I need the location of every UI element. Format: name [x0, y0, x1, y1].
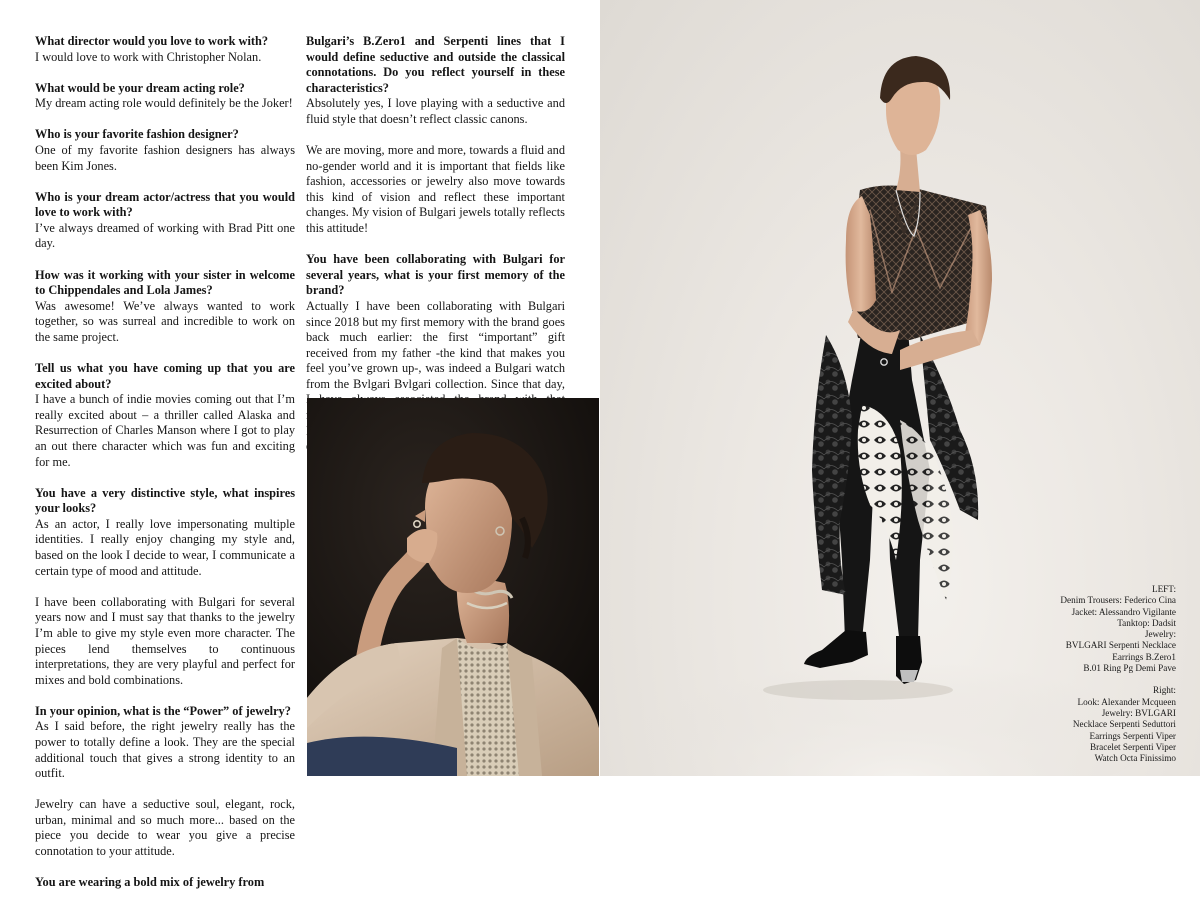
question: Who is your dream actor/actress that you would love to work with?: [35, 189, 295, 220]
left-page: [0, 0, 600, 890]
credit-line: Right:: [1153, 685, 1176, 696]
credits-left: [976, 584, 1176, 674]
credit-line: B.01 Ring Pg Demi Pave: [1083, 663, 1176, 674]
qa-block: [35, 875, 295, 891]
qa-block: [35, 704, 295, 860]
qa-block: [35, 190, 295, 252]
qa-block: [35, 486, 295, 689]
answer-paragraph: I would love to work with Christopher Nolan.: [35, 49, 262, 64]
answer-paragraph: Was awesome! We’ve always wanted to work together, so was surreal and incredible to work on the same project.: [35, 298, 295, 344]
answer-paragraph: My dream acting role would definitely be the Joker!: [35, 96, 293, 111]
credit-line: Watch Octa Finissimo: [1094, 753, 1176, 764]
qa-block: [35, 361, 295, 470]
question: In your opinion, what is the “Power” of jewelry?: [35, 703, 291, 718]
question: Tell us what you have coming up that you are excited about?: [35, 361, 295, 391]
question: You are wearing a bold mix of jewelry from: [35, 875, 265, 890]
portrait-photo: [307, 398, 599, 776]
answer-paragraph: I’ve always dreamed of working with Brad Pitt one day.: [35, 220, 295, 251]
answer-paragraph: One of my favorite fashion designers has always been Kim Jones.: [35, 142, 295, 173]
qa-block: [35, 127, 295, 174]
answer-paragraph: Actually I have been collaborating with Bulgari since 2018 but my first memory with the brand goes back much earlier: the first “important” gift received from my father -the kind that makes you feel you’ve grown up-, was indeed a Bulgari watch from the Bvlgari Bvlgari collection. Since that day,: [306, 298, 565, 391]
credit-line: Tanktop: Dadsit: [1117, 617, 1176, 628]
qa-block: [35, 268, 295, 346]
credits-spacer: [976, 674, 1176, 685]
credit-line: Jewelry: BVLGARI: [1101, 707, 1176, 718]
credit-line: Denim Trousers: Federico Cina: [1060, 595, 1176, 606]
answer-paragraph: We are moving, more and more, towards a fluid and no-gender world and it is important that fields like fashion, accessories or jewelry also move towards this kind of vision and reflect these important changes. My vision of Bulgari jewels totally reflects this attitude!: [306, 143, 565, 236]
question: You have a very distinctive style, what inspires your looks?: [35, 485, 295, 516]
seated-portrait-illustration: [307, 398, 599, 776]
credit-line: Necklace Serpenti Seduttori: [1072, 719, 1176, 730]
answer-paragraph: Absolutely yes, I love playing with a seductive and fluid style that doesn’t reflect classic canons.: [306, 96, 565, 126]
question: Bulgari’s B.Zero1 and Serpenti lines that I would define seductive and outside the classical connotations. Do you reflect yourself in these characteristics?: [306, 34, 565, 95]
question: What would be your dream acting role?: [35, 80, 245, 95]
credit-line: BVLGARI Serpenti Necklace: [1065, 640, 1176, 651]
question: You have been collaborating with Bulgari for several years, what is your first memory of the brand?: [306, 252, 565, 298]
photo-credits: [976, 584, 1176, 764]
credits-right: [976, 685, 1176, 764]
question: How was it working with your sister in welcome to Chippendales and Lola James?: [35, 267, 295, 298]
credit-line: Bracelet Serpenti Viper: [1089, 741, 1176, 752]
answer-paragraph: I have a bunch of indie movies coming out that I’m really excited about – a thriller called Alaska and Resurrection of Charles Manson where I got to play an out there character which was fun and exciting for me.: [35, 392, 295, 469]
question: What director would you love to work with?: [35, 34, 269, 48]
answer-paragraph: As I said before, the right jewelry really has the power to totally define a look. They are the special additional touch that gives a strong identity to an outfit.: [35, 719, 295, 781]
qa-block: [35, 81, 295, 112]
credit-line: Look: Alexander Mcqueen: [1077, 696, 1176, 707]
answer-paragraph: As an actor, I really love impersonating multiple identities. I really enjoy changing my style and, based on the look I decide to wear, I communicate a certain type of mood and attitude.: [35, 516, 295, 578]
right-page: [600, 0, 1200, 776]
credit-line: Earrings B.Zero1: [1112, 651, 1176, 662]
credit-line: Earrings Serpenti Viper: [1089, 730, 1176, 741]
credit-line: Jewelry:: [1144, 629, 1176, 640]
qa-block: [306, 34, 565, 237]
answer-paragraph: Jewelry can have a seductive soul, elegant, rock, urban, minimal and so much more... based on the piece you decide to wear you give a precise connotation to your attitude.: [35, 797, 295, 859]
qa-block: [35, 34, 295, 65]
credit-line: LEFT:: [1151, 584, 1176, 594]
answer-paragraph: I have been collaborating with Bulgari for several years now and I must say that thanks to the jewelry I’m able to give my style even more character. The pieces lend themselves to continuous interpretations, they are very playful and perfect for mixes and bold combinations.: [35, 594, 295, 687]
question: Who is your favorite fashion designer?: [35, 127, 239, 142]
interview-column-left: [35, 34, 295, 906]
credit-line: Jacket: Alessandro Vigilante: [1071, 606, 1176, 617]
